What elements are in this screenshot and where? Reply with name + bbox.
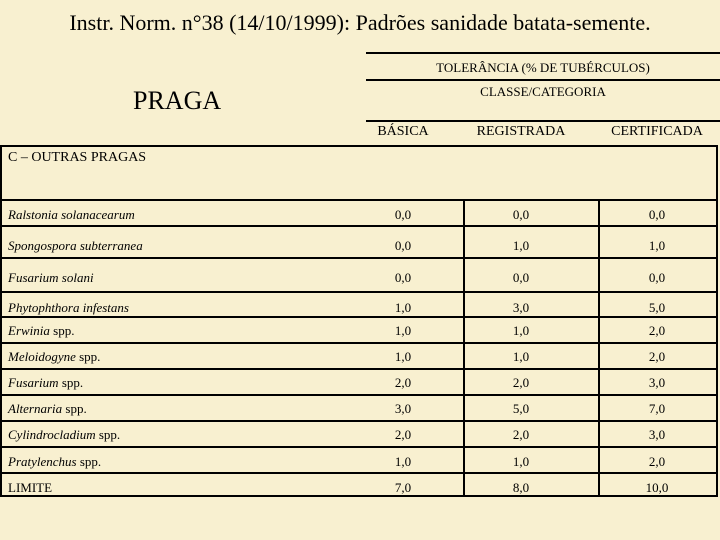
tolerance-value: 3,0 — [512, 300, 530, 315]
row-divider — [0, 225, 718, 227]
pest-name — [8, 349, 100, 365]
tolerance-value: 1,0 — [394, 454, 412, 469]
pest-name-italic: Pratylenchus — [8, 454, 77, 469]
col-header-certificada: CERTIFICADA — [611, 124, 703, 139]
pest-name-suffix: spp. — [95, 427, 121, 442]
table-row — [0, 345, 720, 367]
row-divider — [0, 394, 718, 396]
row-divider — [0, 257, 718, 259]
table-row — [0, 397, 720, 419]
tolerance-value: 2,0 — [394, 427, 412, 442]
pest-name-suffix: spp. — [49, 323, 75, 338]
pest-name-suffix: spp. — [75, 349, 101, 364]
tolerance-value: 0,0 — [512, 270, 530, 285]
tolerance-value: 3,0 — [648, 375, 666, 390]
tolerance-value: 0,0 — [648, 207, 666, 222]
table-row — [0, 203, 720, 225]
classe-heading: CLASSE/CATEGORIA — [480, 84, 606, 99]
row-divider — [0, 291, 718, 293]
pest-name — [8, 207, 135, 223]
row-divider — [0, 342, 718, 344]
table-row — [0, 296, 720, 318]
tolerance-value: 0,0 — [394, 207, 412, 222]
row-divider — [0, 446, 718, 448]
pest-name-italic: Ralstonia solanacearum — [8, 207, 135, 222]
pest-name-suffix: spp. — [58, 375, 84, 390]
pest-name — [8, 427, 120, 443]
pest-name-italic: Alternaria — [8, 401, 63, 416]
row-divider — [0, 316, 718, 318]
pest-name — [8, 300, 129, 316]
limit-value: 8,0 — [512, 480, 530, 495]
tolerance-value: 2,0 — [512, 427, 530, 442]
tolerance-value: 2,0 — [512, 375, 530, 390]
classe-divider — [366, 120, 720, 122]
tolerance-value: 0,0 — [394, 270, 412, 285]
pest-name-suffix: spp. — [62, 401, 87, 416]
table-row — [0, 319, 720, 341]
tolerance-value: 1,0 — [512, 238, 530, 253]
pest-name-italic: Phytophthora infestans — [8, 300, 129, 315]
tolerance-value: 1,0 — [394, 300, 412, 315]
tolerance-value: 2,0 — [394, 375, 412, 390]
tolerance-value: 5,0 — [648, 300, 666, 315]
pest-name-italic: Fusarium solani — [8, 270, 94, 285]
pest-name — [8, 270, 94, 286]
tolerance-value: 1,0 — [512, 454, 530, 469]
tolerance-value: 0,0 — [648, 270, 666, 285]
pest-name — [8, 323, 74, 339]
tolerance-value: 3,0 — [648, 427, 666, 442]
table-row — [0, 371, 720, 393]
col-header-registrada: REGISTRADA — [476, 124, 566, 139]
tolerancia-divider — [366, 79, 720, 81]
col-header-basica: BÁSICA — [377, 124, 429, 139]
tolerance-value: 3,0 — [394, 401, 412, 416]
pest-name — [8, 238, 143, 254]
tolerance-value: 1,0 — [394, 349, 412, 364]
pest-name — [8, 375, 83, 391]
tolerance-value: 0,0 — [512, 207, 530, 222]
page-title: Instr. Norm. n°38 (14/10/1999): Padrões sanidade batata-semente. — [69, 10, 651, 35]
tolerance-value: 2,0 — [648, 323, 666, 338]
praga-heading: PRAGA — [133, 86, 222, 115]
tolerance-value: 0,0 — [394, 238, 412, 253]
table-row — [0, 450, 720, 472]
top-divider — [366, 52, 720, 54]
pest-name-italic: Erwinia — [8, 323, 50, 338]
limit-label: LIMITE — [8, 480, 53, 495]
pest-name-italic: Fusarium — [8, 375, 59, 390]
row-divider — [0, 368, 718, 370]
tolerance-value: 1,0 — [512, 349, 530, 364]
section-divider — [0, 199, 718, 201]
limit-row — [0, 476, 720, 498]
tolerance-value: 5,0 — [512, 401, 530, 416]
tolerance-value: 7,0 — [648, 401, 666, 416]
tolerance-value: 1,0 — [648, 238, 666, 253]
tolerance-value: 2,0 — [648, 349, 666, 364]
tolerancia-heading: TOLERÂNCIA (% DE TUBÉRCULOS) — [436, 60, 650, 75]
limit-value: 7,0 — [394, 480, 412, 495]
table-row — [0, 423, 720, 445]
pest-name-italic: Meloidogyne — [8, 349, 76, 364]
pest-name-suffix: spp. — [76, 454, 102, 469]
pest-name-italic: Cylindrocladium — [8, 427, 96, 442]
row-divider — [0, 472, 718, 474]
table-row — [0, 234, 720, 256]
tolerance-value: 1,0 — [394, 323, 412, 338]
limit-value: 10,0 — [645, 480, 669, 495]
table-row — [0, 266, 720, 288]
row-divider — [0, 420, 718, 422]
section-label: C – OUTRAS PRAGAS — [8, 150, 147, 165]
tolerance-value: 1,0 — [512, 323, 530, 338]
pest-name — [8, 454, 101, 470]
pest-name-italic: Spongospora subterranea — [8, 238, 143, 253]
pest-name — [8, 401, 87, 417]
tolerance-value: 2,0 — [648, 454, 666, 469]
